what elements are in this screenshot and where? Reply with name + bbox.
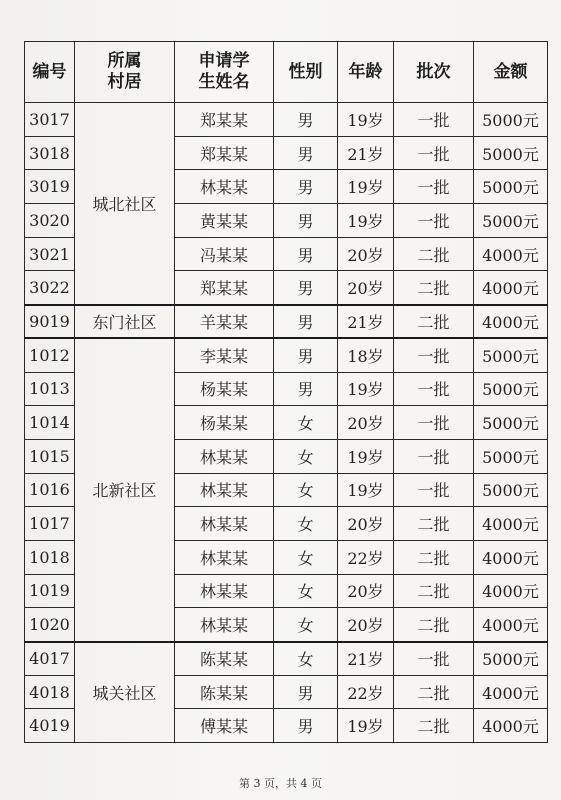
cell-batch: 二批 xyxy=(394,237,474,271)
cell-age: 19岁 xyxy=(338,204,394,238)
cell-community: 城北社区 xyxy=(75,103,175,305)
cell-gender: 男 xyxy=(274,271,338,305)
header-label: 编号 xyxy=(32,61,67,82)
cell-batch: 一批 xyxy=(394,372,474,406)
cell-gender: 女 xyxy=(274,406,338,440)
cell-amount: 4000元 xyxy=(474,709,548,743)
cell-batch: 二批 xyxy=(394,305,474,339)
header-batch xyxy=(394,42,474,103)
cell-batch: 一批 xyxy=(394,103,474,137)
header-name xyxy=(175,42,274,103)
cell-name: 郑某某 xyxy=(175,271,274,305)
cell-id: 1012 xyxy=(25,338,75,372)
header-label: 金额 xyxy=(493,61,528,82)
cell-name: 杨某某 xyxy=(175,372,274,406)
cell-batch: 二批 xyxy=(394,271,474,305)
cell-amount: 5000元 xyxy=(474,170,548,204)
cell-gender: 女 xyxy=(274,473,338,507)
page-footer: 第 3 页，共 4 页 xyxy=(239,777,322,790)
header-amount xyxy=(474,42,548,103)
cell-batch: 一批 xyxy=(394,136,474,170)
cell-amount: 4000元 xyxy=(474,608,548,642)
cell-gender: 男 xyxy=(274,136,338,170)
cell-gender: 女 xyxy=(274,439,338,473)
cell-amount: 5000元 xyxy=(474,439,548,473)
cell-gender: 男 xyxy=(274,305,338,339)
cell-name: 林某某 xyxy=(175,170,274,204)
cell-gender: 男 xyxy=(274,675,338,709)
cell-id: 3021 xyxy=(25,237,75,271)
cell-name: 林某某 xyxy=(175,507,274,541)
cell-amount: 4000元 xyxy=(474,237,548,271)
cell-age: 21岁 xyxy=(338,642,394,676)
cell-amount: 5000元 xyxy=(474,372,548,406)
cell-community: 城关社区 xyxy=(75,642,175,743)
cell-name: 黄某某 xyxy=(175,204,274,238)
cell-id: 3017 xyxy=(25,103,75,137)
cell-amount: 4000元 xyxy=(474,507,548,541)
cell-batch: 二批 xyxy=(394,608,474,642)
cell-name: 林某某 xyxy=(175,574,274,608)
header-community xyxy=(75,42,175,103)
cell-id: 9019 xyxy=(25,305,75,339)
table-row xyxy=(25,103,548,137)
cell-batch: 一批 xyxy=(394,439,474,473)
cell-name: 陈某某 xyxy=(175,675,274,709)
cell-gender: 男 xyxy=(274,170,338,204)
cell-amount: 4000元 xyxy=(474,574,548,608)
header-label: 所属 xyxy=(107,51,142,71)
cell-id: 1018 xyxy=(25,540,75,574)
cell-age: 19岁 xyxy=(338,372,394,406)
cell-name: 林某某 xyxy=(175,473,274,507)
cell-id: 3019 xyxy=(25,170,75,204)
cell-amount: 4000元 xyxy=(474,540,548,574)
cell-batch: 一批 xyxy=(394,473,474,507)
cell-name: 林某某 xyxy=(175,439,274,473)
cell-id: 4018 xyxy=(25,675,75,709)
cell-name: 杨某某 xyxy=(175,406,274,440)
cell-gender: 男 xyxy=(274,204,338,238)
cell-amount: 5000元 xyxy=(474,642,548,676)
cell-age: 20岁 xyxy=(338,271,394,305)
header-label: 批次 xyxy=(416,61,451,82)
header-label: 年龄 xyxy=(348,61,383,82)
cell-id: 1020 xyxy=(25,608,75,642)
cell-name: 傅某某 xyxy=(175,709,274,743)
cell-batch: 二批 xyxy=(394,507,474,541)
cell-gender: 男 xyxy=(274,709,338,743)
cell-age: 21岁 xyxy=(338,136,394,170)
cell-id: 1017 xyxy=(25,507,75,541)
cell-age: 21岁 xyxy=(338,305,394,339)
cell-batch: 一批 xyxy=(394,642,474,676)
cell-batch: 一批 xyxy=(394,406,474,440)
cell-batch: 二批 xyxy=(394,540,474,574)
cell-name: 陈某某 xyxy=(175,642,274,676)
header-gender xyxy=(274,42,338,103)
cell-name: 羊某某 xyxy=(175,305,274,339)
cell-name: 林某某 xyxy=(175,608,274,642)
table-row xyxy=(25,305,548,339)
cell-id: 4019 xyxy=(25,709,75,743)
cell-batch: 二批 xyxy=(394,675,474,709)
cell-amount: 5000元 xyxy=(474,136,548,170)
cell-amount: 4000元 xyxy=(474,675,548,709)
header-id xyxy=(25,42,75,103)
cell-amount: 5000元 xyxy=(474,103,548,137)
cell-batch: 二批 xyxy=(394,709,474,743)
cell-batch: 一批 xyxy=(394,204,474,238)
cell-amount: 4000元 xyxy=(474,271,548,305)
cell-age: 20岁 xyxy=(338,507,394,541)
header-label: 村居 xyxy=(107,72,142,92)
cell-batch: 一批 xyxy=(394,338,474,372)
cell-age: 19岁 xyxy=(338,473,394,507)
cell-id: 1014 xyxy=(25,406,75,440)
cell-gender: 男 xyxy=(274,372,338,406)
cell-name: 郑某某 xyxy=(175,103,274,137)
cell-community: 东门社区 xyxy=(75,305,175,339)
cell-age: 19岁 xyxy=(338,439,394,473)
header-label: 生姓名 xyxy=(198,72,250,92)
table-row xyxy=(25,338,548,372)
cell-community: 北新社区 xyxy=(75,338,175,641)
cell-age: 20岁 xyxy=(338,237,394,271)
cell-amount: 5000元 xyxy=(474,204,548,238)
cell-gender: 女 xyxy=(274,642,338,676)
cell-id: 4017 xyxy=(25,642,75,676)
cell-gender: 女 xyxy=(274,574,338,608)
cell-batch: 二批 xyxy=(394,574,474,608)
cell-age: 18岁 xyxy=(338,338,394,372)
cell-batch: 一批 xyxy=(394,170,474,204)
cell-id: 1013 xyxy=(25,372,75,406)
cell-gender: 女 xyxy=(274,507,338,541)
cell-amount: 4000元 xyxy=(474,305,548,339)
cell-gender: 女 xyxy=(274,608,338,642)
cell-id: 1019 xyxy=(25,574,75,608)
cell-gender: 男 xyxy=(274,237,338,271)
header-label: 性别 xyxy=(288,61,323,82)
cell-gender: 男 xyxy=(274,103,338,137)
cell-age: 19岁 xyxy=(338,170,394,204)
cell-amount: 5000元 xyxy=(474,338,548,372)
cell-name: 李某某 xyxy=(175,338,274,372)
header-label: 申请学 xyxy=(198,51,250,71)
cell-name: 林某某 xyxy=(175,540,274,574)
cell-age: 20岁 xyxy=(338,406,394,440)
cell-id: 3018 xyxy=(25,136,75,170)
cell-gender: 男 xyxy=(274,338,338,372)
cell-age: 19岁 xyxy=(338,103,394,137)
header-age xyxy=(338,42,394,103)
cell-age: 22岁 xyxy=(338,675,394,709)
cell-id: 3022 xyxy=(25,271,75,305)
table-body xyxy=(25,103,548,743)
cell-amount: 5000元 xyxy=(474,406,548,440)
cell-age: 19岁 xyxy=(338,709,394,743)
cell-id: 3020 xyxy=(25,204,75,238)
cell-amount: 5000元 xyxy=(474,473,548,507)
cell-name: 郑某某 xyxy=(175,136,274,170)
cell-age: 20岁 xyxy=(338,608,394,642)
student-roster-table xyxy=(24,41,548,743)
cell-id: 1016 xyxy=(25,473,75,507)
cell-id: 1015 xyxy=(25,439,75,473)
cell-gender: 女 xyxy=(274,540,338,574)
table-header-row xyxy=(25,42,548,103)
table-row xyxy=(25,642,548,676)
cell-age: 22岁 xyxy=(338,540,394,574)
cell-age: 20岁 xyxy=(338,574,394,608)
cell-name: 冯某某 xyxy=(175,237,274,271)
